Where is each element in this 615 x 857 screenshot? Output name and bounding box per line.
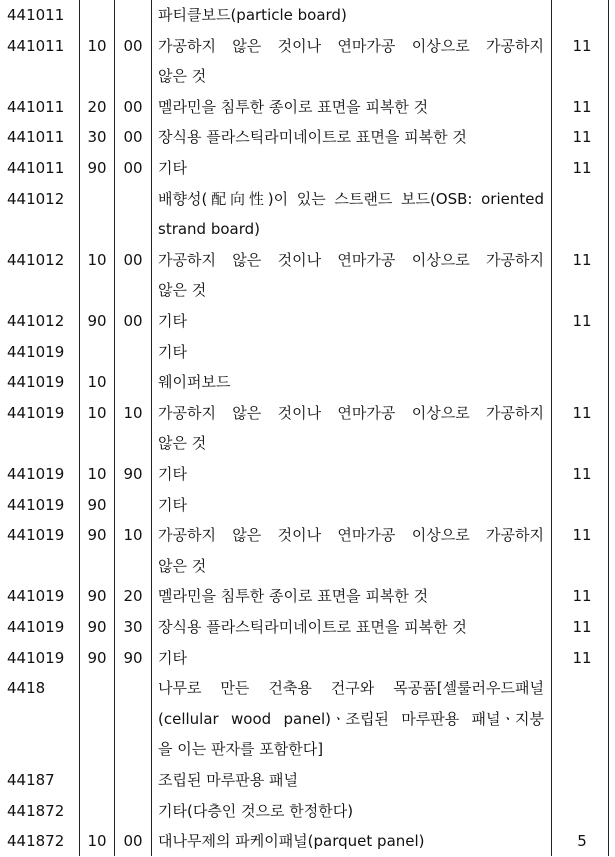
description-line: 가공하지 않은 것이나 연마가공 이상으로 가공하지 (158, 526, 544, 545)
item-description (158, 643, 544, 674)
description-line: 을 이는 판자를 포함한다] (158, 740, 324, 759)
tariff-rate: 11 (572, 403, 592, 422)
detail-code: 90 (123, 648, 143, 667)
detail-code: 00 (123, 36, 143, 55)
detail-code: 10 (123, 526, 143, 545)
hs-code: 441872 (7, 832, 65, 851)
item-description (158, 765, 544, 796)
item-description (158, 184, 544, 245)
hs-code: 441019 (7, 465, 65, 483)
subheading-code: 90 (87, 648, 107, 667)
hs-code: 441011 (7, 159, 65, 177)
subheading-code: 10 (87, 465, 107, 483)
subheading-code: 10 (87, 250, 107, 269)
subheading-code: 10 (87, 403, 107, 422)
subheading-code: 90 (87, 526, 107, 545)
hs-code: 441011 (7, 6, 65, 24)
description-line: 기타 (158, 495, 187, 514)
table-row (0, 31, 615, 92)
description-line: 나무로 만든 건축용 건구와 목공품[셀룰러우드패널 (158, 679, 544, 698)
hs-code: 441019 (7, 342, 65, 361)
hs-code: 441019 (7, 403, 65, 422)
table-row (0, 643, 615, 674)
hs-code: 441019 (7, 373, 65, 392)
subheading-code: 90 (87, 618, 107, 636)
tariff-rate: 11 (572, 97, 592, 116)
table-row (0, 673, 615, 765)
description-line: 가공하지 않은 것이나 연마가공 이상으로 가공하지 (158, 36, 544, 55)
description-line: 기타 (158, 342, 187, 361)
detail-code: 00 (123, 250, 143, 269)
description-line: 기타 (158, 465, 187, 483)
table-row (0, 612, 615, 643)
description-line: 대나무제의 파케이패널(parquet panel) (158, 832, 425, 851)
table-row (0, 92, 615, 123)
detail-code: 30 (123, 618, 143, 636)
description-line: 웨이퍼보드 (158, 373, 231, 392)
detail-code: 20 (123, 587, 143, 606)
item-description (158, 92, 544, 123)
hs-code: 441872 (7, 801, 65, 820)
tariff-rate: 11 (572, 159, 592, 177)
tariff-rate: 11 (572, 587, 592, 606)
description-line: 기타 (158, 312, 187, 330)
table-row (0, 520, 615, 581)
hs-code: 4418 (7, 679, 46, 698)
item-description (158, 520, 544, 581)
description-line: 않은 것 (158, 434, 207, 453)
detail-code: 00 (123, 159, 143, 177)
hs-code: 441011 (7, 36, 65, 55)
description-line: 가공하지 않은 것이나 연마가공 이상으로 가공하지 (158, 250, 544, 269)
table-row (0, 153, 615, 184)
item-description (158, 0, 544, 31)
table-row (0, 398, 615, 459)
hs-code: 441012 (7, 312, 65, 330)
description-line: 파티클보드(particle board) (158, 6, 347, 24)
hs-code: 441012 (7, 189, 65, 208)
tariff-rate: 11 (572, 618, 592, 636)
tariff-rate: 11 (572, 526, 592, 545)
item-description (158, 612, 544, 643)
hs-code: 441019 (7, 526, 65, 545)
table-row (0, 245, 615, 306)
table-row (0, 826, 615, 857)
table-row (0, 581, 615, 612)
subheading-code: 90 (87, 312, 107, 330)
hs-code: 441019 (7, 648, 65, 667)
subheading-code: 90 (87, 495, 107, 514)
hs-code: 441019 (7, 587, 65, 606)
hs-code: 441019 (7, 495, 65, 514)
item-description (158, 826, 544, 857)
tariff-rate: 11 (572, 250, 592, 269)
item-description (158, 245, 544, 306)
tariff-rate: 11 (572, 36, 592, 55)
detail-code: 00 (123, 97, 143, 116)
table-row (0, 122, 615, 153)
table-row (0, 459, 615, 490)
item-description (158, 398, 544, 459)
hs-code: 441019 (7, 618, 65, 636)
description-line: 조립된 마루판용 패널 (158, 771, 298, 789)
table-row (0, 306, 615, 337)
description-line: 기타 (158, 159, 187, 177)
description-line: 가공하지 않은 것이나 연마가공 이상으로 가공하지 (158, 403, 544, 422)
subheading-code: 20 (87, 97, 107, 116)
table-row (0, 337, 615, 368)
subheading-code: 10 (87, 36, 107, 55)
hs-code: 441011 (7, 128, 65, 147)
table-row (0, 796, 615, 827)
detail-code: 10 (123, 403, 143, 422)
item-description (158, 673, 544, 765)
item-description (158, 31, 544, 92)
tariff-rate: 11 (572, 465, 592, 483)
table-row (0, 490, 615, 521)
detail-code: 00 (123, 312, 143, 330)
item-description (158, 796, 544, 827)
item-description (158, 153, 544, 184)
item-description (158, 367, 544, 398)
subheading-code: 90 (87, 587, 107, 606)
description-line: 멜라민을 침투한 종이로 표면을 피복한 것 (158, 97, 429, 116)
table-row (0, 765, 615, 796)
description-line: 장식용 플라스틱라미네이트로 표면을 피복한 것 (158, 128, 467, 147)
item-description (158, 581, 544, 612)
tariff-rate: 11 (572, 312, 592, 330)
item-description (158, 459, 544, 490)
hs-code: 441011 (7, 97, 65, 116)
item-description (158, 337, 544, 368)
tariff-rate: 5 (577, 832, 587, 851)
item-description (158, 490, 544, 521)
hs-code: 44187 (7, 771, 55, 789)
table-row (0, 0, 615, 31)
description-line: 배향성(配向性)이 있는 스트랜드 보드(OSB: oriented (158, 189, 544, 208)
description-line: 멜라민을 침투한 종이로 표면을 피복한 것 (158, 587, 429, 606)
description-line: 기타(다층인 것으로 한정한다) (158, 801, 354, 820)
description-line: strand board) (158, 220, 261, 239)
detail-code: 00 (123, 832, 143, 851)
description-line: 기타 (158, 648, 187, 667)
table-row (0, 367, 615, 398)
item-description (158, 122, 544, 153)
description-line: (cellular wood panel)ㆍ조립된 마루판용 패널ㆍ지붕 (158, 709, 544, 728)
description-line: 않은 것 (158, 281, 207, 300)
subheading-code: 30 (87, 128, 107, 147)
subheading-code: 10 (87, 373, 107, 392)
description-line: 않은 것 (158, 556, 207, 575)
detail-code: 90 (123, 465, 143, 483)
table-row (0, 184, 615, 245)
tariff-rate: 11 (572, 648, 592, 667)
item-description (158, 306, 544, 337)
hs-code: 441012 (7, 250, 65, 269)
subheading-code: 90 (87, 159, 107, 177)
subheading-code: 10 (87, 832, 107, 851)
tariff-rate: 11 (572, 128, 592, 147)
description-line: 장식용 플라스틱라미네이트로 표면을 피복한 것 (158, 618, 467, 636)
detail-code: 00 (123, 128, 143, 147)
description-line: 않은 것 (158, 67, 207, 86)
